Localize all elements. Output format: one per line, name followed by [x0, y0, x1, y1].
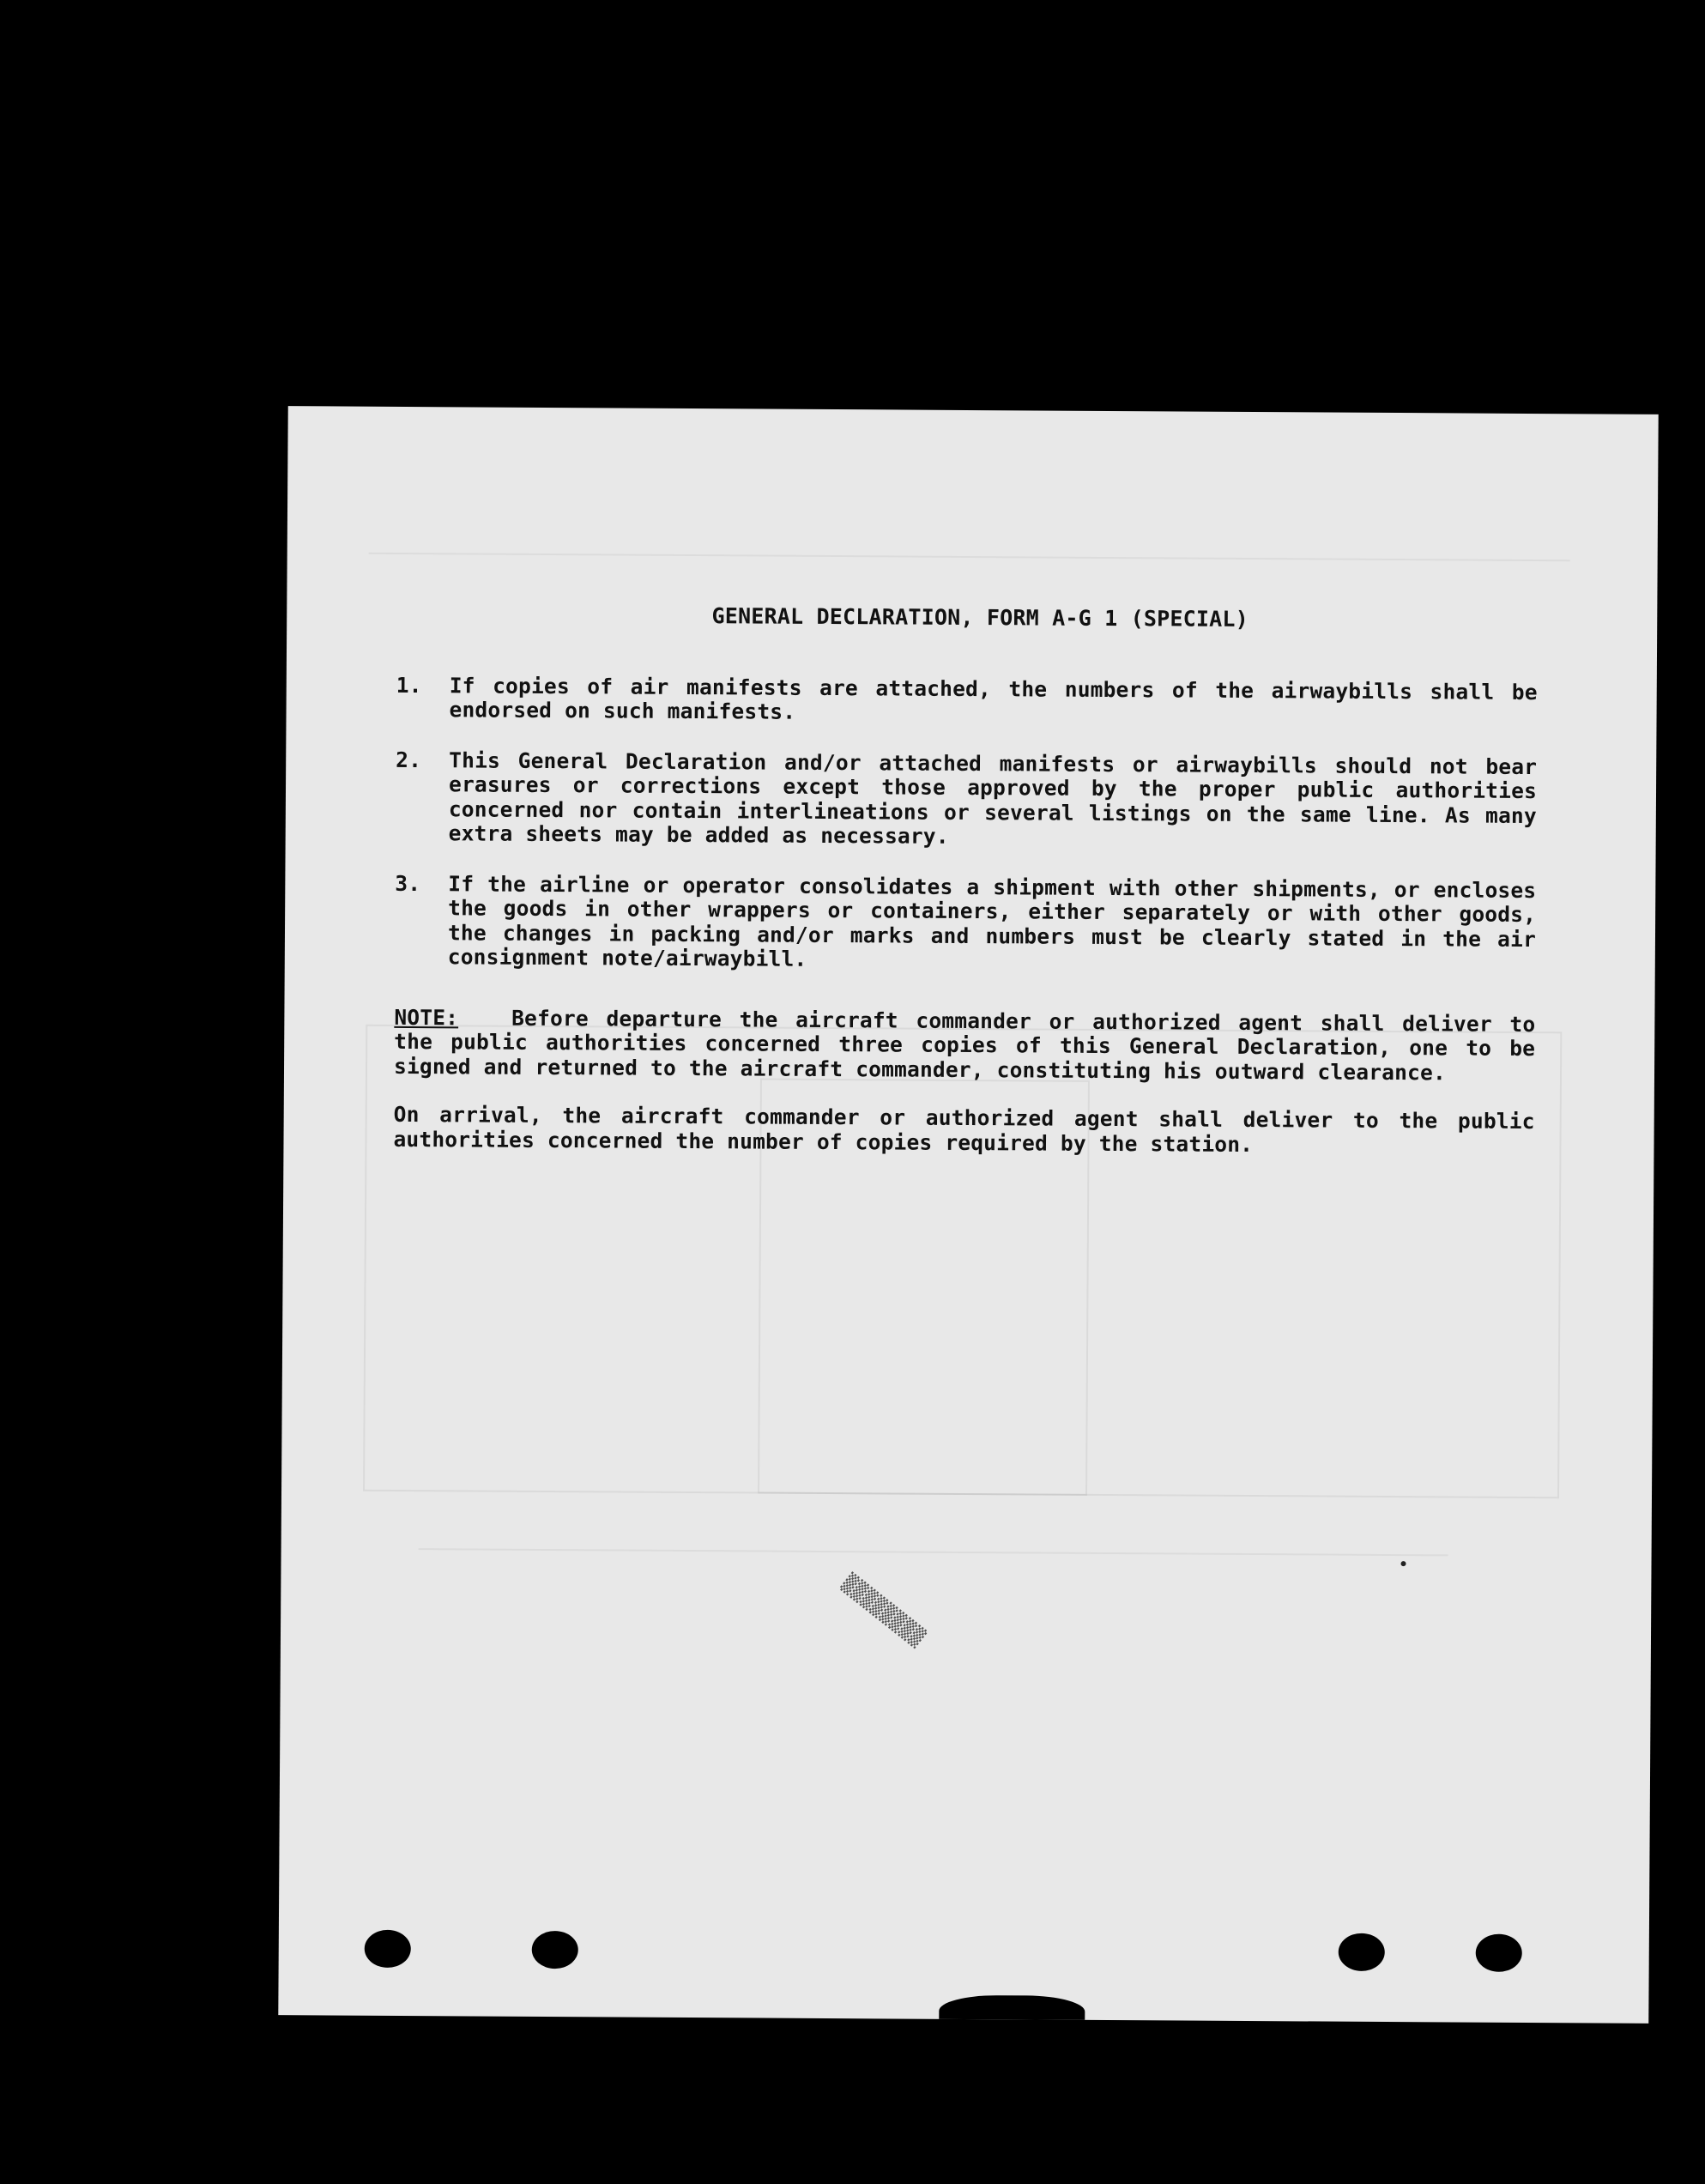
punch-hole: [365, 1930, 411, 1968]
item-text: This General Declaration and/or attached manifests or airwaybills should not bear erasures or corrections except those approved by the proper public authorities concerned nor contain interlineations or several listings on the same line. As many extra sheets may be added as necessary.: [448, 747, 1538, 849]
arrival-paragraph: On arrival, the aircraft commander or authorized agent shall deliver to the public authorities concerned the number of copies required by the station.: [393, 1101, 1535, 1157]
item-number: 2.: [396, 747, 422, 772]
punch-hole: [532, 1931, 578, 1969]
instruction-item: [396, 747, 1538, 852]
note-paragraph: [394, 1005, 1535, 1086]
speck: [1401, 1561, 1406, 1566]
instruction-item: [396, 673, 1537, 729]
note-text: Before departure the aircraft commander or authorized agent shall deliver to the public authorities concerned three copies of this General Declaration, one to be signed and returned to the aircraft commander, constituting his outward clearance.: [393, 1005, 1536, 1085]
bleed-through-rule: [419, 1548, 1448, 1556]
item-number: 3.: [395, 870, 421, 896]
note-label: NOTE:: [394, 1004, 459, 1030]
item-number: 1.: [396, 672, 422, 698]
torn-edge: [939, 1995, 1085, 2024]
item-text: If the airline or operator consolidates a shipment with other shipments, or encloses the goods in other wrappers or containers, either separately or with other goods, the changes in packing and/or marks and numbers must be clearly stated in the air consignment note/airwaybill.: [447, 870, 1537, 971]
declaration-text: [393, 602, 1538, 1159]
item-text: If copies of air manifests are attached, the numbers of the airwaybills shall be endorsed on such manifests.: [449, 672, 1538, 724]
bleed-through-rule: [369, 553, 1570, 562]
punch-hole: [1339, 1933, 1385, 1971]
instruction-item: [395, 871, 1537, 976]
document-page: [278, 406, 1658, 2024]
page-title: GENERAL DECLARATION, FORM A-G 1 (SPECIAL): [711, 603, 1249, 632]
punch-hole: [1476, 1934, 1522, 1972]
faint-stamp-mark: ▒▒▒▒▒▒▒▒: [837, 1572, 928, 1650]
